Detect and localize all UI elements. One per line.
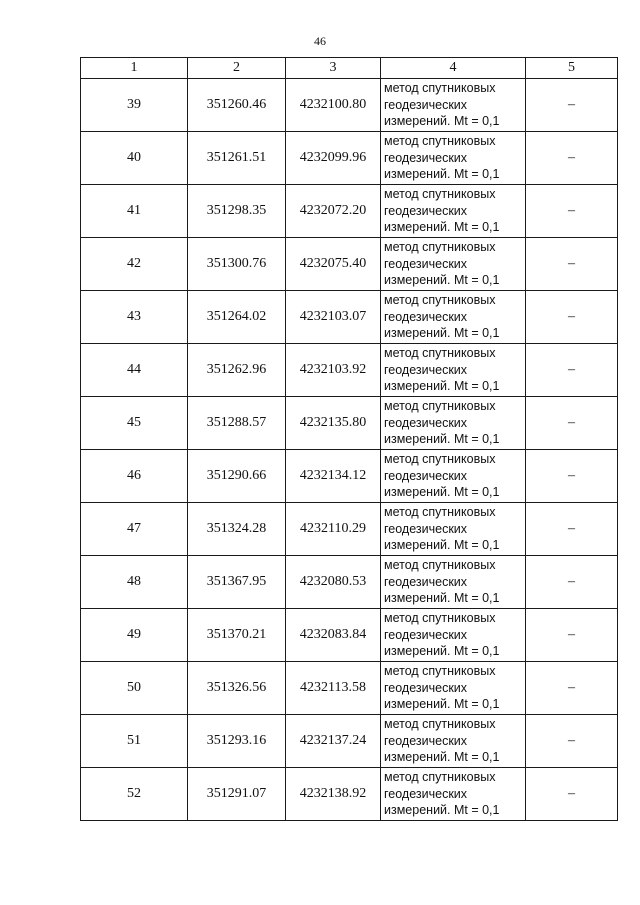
method-line: геодезических	[384, 680, 468, 695]
method-line: метод спутниковых	[384, 505, 496, 520]
method-line: измерений. Mt = 0,1	[384, 326, 500, 341]
y-coordinate-cell: 4232113.58	[286, 662, 381, 715]
method-line: измерений. Mt = 0,1	[384, 220, 500, 235]
method-line: измерений. Mt = 0,1	[384, 114, 500, 129]
point-number-cell: 52	[81, 768, 188, 821]
method-cell	[381, 291, 526, 344]
point-number-cell: 41	[81, 185, 188, 238]
method-line: метод спутниковых	[384, 187, 496, 202]
x-coordinate-cell: 351326.56	[188, 662, 286, 715]
note-cell: –	[526, 344, 618, 397]
point-number-cell: 45	[81, 397, 188, 450]
method-line: геодезических	[384, 362, 468, 377]
y-coordinate-cell: 4232103.92	[286, 344, 381, 397]
note-cell: –	[526, 79, 618, 132]
table-header-row	[81, 58, 618, 79]
method-line: метод спутниковых	[384, 346, 496, 361]
note-cell: –	[526, 715, 618, 768]
note-cell: –	[526, 662, 618, 715]
method-line: измерений. Mt = 0,1	[384, 485, 500, 500]
table-row	[81, 503, 618, 556]
note-cell: –	[526, 609, 618, 662]
method-line: геодезических	[384, 97, 468, 112]
method-line: геодезических	[384, 574, 468, 589]
y-coordinate-cell: 4232138.92	[286, 768, 381, 821]
table-row	[81, 609, 618, 662]
method-line: метод спутниковых	[384, 452, 496, 467]
table-row	[81, 291, 618, 344]
point-number-cell: 51	[81, 715, 188, 768]
note-cell: –	[526, 503, 618, 556]
point-number-cell: 40	[81, 132, 188, 185]
method-line: измерений. Mt = 0,1	[384, 697, 500, 712]
x-coordinate-cell: 351324.28	[188, 503, 286, 556]
table-body	[81, 79, 618, 821]
y-coordinate-cell: 4232137.24	[286, 715, 381, 768]
method-cell	[381, 238, 526, 291]
point-number-cell: 43	[81, 291, 188, 344]
method-cell	[381, 662, 526, 715]
column-header: 3	[286, 58, 381, 79]
method-line: геодезических	[384, 786, 468, 801]
method-line: геодезических	[384, 733, 468, 748]
method-cell	[381, 132, 526, 185]
x-coordinate-cell: 351291.07	[188, 768, 286, 821]
y-coordinate-cell: 4232072.20	[286, 185, 381, 238]
method-cell	[381, 609, 526, 662]
method-line: геодезических	[384, 150, 468, 165]
x-coordinate-cell: 351300.76	[188, 238, 286, 291]
method-line: измерений. Mt = 0,1	[384, 273, 500, 288]
note-cell: –	[526, 291, 618, 344]
note-cell: –	[526, 397, 618, 450]
method-line: измерений. Mt = 0,1	[384, 432, 500, 447]
point-number-cell: 42	[81, 238, 188, 291]
coordinates-table	[80, 57, 618, 821]
table-row	[81, 185, 618, 238]
column-header: 4	[381, 58, 526, 79]
note-cell: –	[526, 768, 618, 821]
table-row	[81, 715, 618, 768]
method-cell	[381, 397, 526, 450]
table-row	[81, 397, 618, 450]
method-cell	[381, 768, 526, 821]
y-coordinate-cell: 4232134.12	[286, 450, 381, 503]
x-coordinate-cell: 351261.51	[188, 132, 286, 185]
method-line: геодезических	[384, 415, 468, 430]
y-coordinate-cell: 4232110.29	[286, 503, 381, 556]
y-coordinate-cell: 4232083.84	[286, 609, 381, 662]
method-line: метод спутниковых	[384, 293, 496, 308]
column-header: 1	[81, 58, 188, 79]
method-cell	[381, 503, 526, 556]
x-coordinate-cell: 351298.35	[188, 185, 286, 238]
note-cell: –	[526, 450, 618, 503]
method-line: метод спутниковых	[384, 611, 496, 626]
method-line: измерений. Mt = 0,1	[384, 167, 500, 182]
table-row	[81, 556, 618, 609]
table-row	[81, 238, 618, 291]
method-line: метод спутниковых	[384, 134, 496, 149]
x-coordinate-cell: 351367.95	[188, 556, 286, 609]
x-coordinate-cell: 351370.21	[188, 609, 286, 662]
y-coordinate-cell: 4232135.80	[286, 397, 381, 450]
note-cell: –	[526, 185, 618, 238]
method-line: метод спутниковых	[384, 770, 496, 785]
table-row	[81, 768, 618, 821]
method-line: геодезических	[384, 309, 468, 324]
method-line: метод спутниковых	[384, 558, 496, 573]
table-row	[81, 450, 618, 503]
x-coordinate-cell: 351293.16	[188, 715, 286, 768]
method-cell	[381, 79, 526, 132]
method-line: геодезических	[384, 256, 468, 271]
method-line: измерений. Mt = 0,1	[384, 591, 500, 606]
method-line: измерений. Mt = 0,1	[384, 379, 500, 394]
note-cell: –	[526, 556, 618, 609]
method-cell	[381, 450, 526, 503]
method-line: геодезических	[384, 627, 468, 642]
y-coordinate-cell: 4232075.40	[286, 238, 381, 291]
table-row	[81, 132, 618, 185]
column-header: 5	[526, 58, 618, 79]
method-cell	[381, 185, 526, 238]
table-row	[81, 79, 618, 132]
method-line: метод спутниковых	[384, 664, 496, 679]
point-number-cell: 44	[81, 344, 188, 397]
note-cell: –	[526, 238, 618, 291]
method-line: геодезических	[384, 468, 468, 483]
point-number-cell: 46	[81, 450, 188, 503]
note-cell: –	[526, 132, 618, 185]
point-number-cell: 50	[81, 662, 188, 715]
y-coordinate-cell: 4232100.80	[286, 79, 381, 132]
method-line: измерений. Mt = 0,1	[384, 644, 500, 659]
x-coordinate-cell: 351260.46	[188, 79, 286, 132]
method-line: геодезических	[384, 521, 468, 536]
x-coordinate-cell: 351264.02	[188, 291, 286, 344]
point-number-cell: 49	[81, 609, 188, 662]
y-coordinate-cell: 4232080.53	[286, 556, 381, 609]
point-number-cell: 47	[81, 503, 188, 556]
method-line: метод спутниковых	[384, 717, 496, 732]
x-coordinate-cell: 351290.66	[188, 450, 286, 503]
column-header: 2	[188, 58, 286, 79]
x-coordinate-cell: 351288.57	[188, 397, 286, 450]
method-cell	[381, 556, 526, 609]
point-number-cell: 39	[81, 79, 188, 132]
x-coordinate-cell: 351262.96	[188, 344, 286, 397]
method-line: измерений. Mt = 0,1	[384, 803, 500, 818]
method-line: измерений. Mt = 0,1	[384, 750, 500, 765]
method-line: измерений. Mt = 0,1	[384, 538, 500, 553]
y-coordinate-cell: 4232103.07	[286, 291, 381, 344]
method-line: метод спутниковых	[384, 240, 496, 255]
method-line: метод спутниковых	[384, 399, 496, 414]
method-line: геодезических	[384, 203, 468, 218]
method-cell	[381, 715, 526, 768]
method-line: метод спутниковых	[384, 81, 496, 96]
table-row	[81, 662, 618, 715]
method-cell	[381, 344, 526, 397]
table-row	[81, 344, 618, 397]
page-number: 46	[314, 34, 326, 48]
y-coordinate-cell: 4232099.96	[286, 132, 381, 185]
point-number-cell: 48	[81, 556, 188, 609]
